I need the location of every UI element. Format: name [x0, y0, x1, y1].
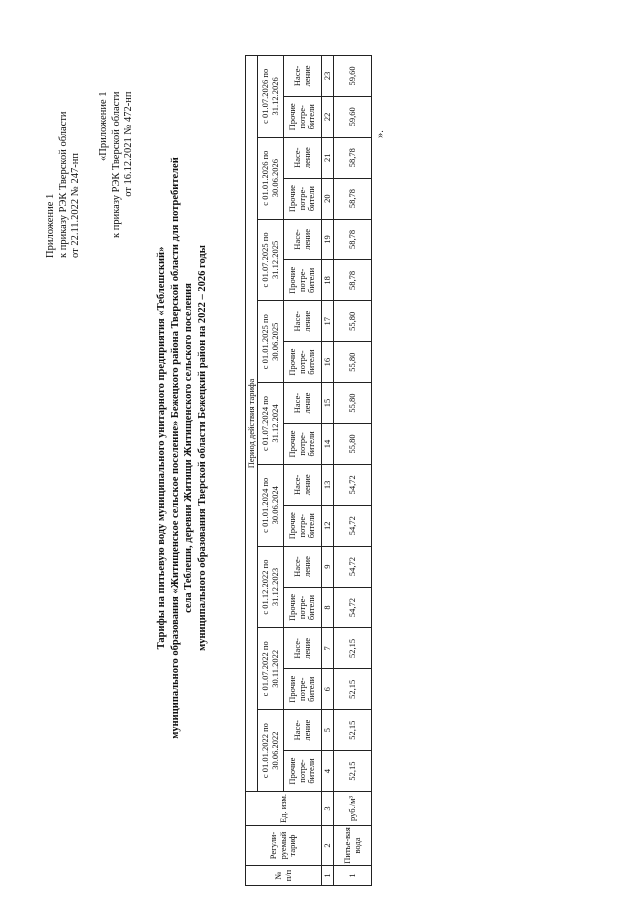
value-cell: 55,80: [334, 342, 372, 383]
table-row: [334, 55, 372, 885]
heading-line4: муниципального образования Тверской области Бежецкий район на 2022 – 2026 годы: [196, 245, 208, 651]
value-cell: 54,72: [334, 505, 372, 546]
appendix-original-line2: от 16.12.2021 № 472-нп: [123, 91, 134, 197]
col-no-header: № п/п: [246, 866, 322, 886]
heading-line2: муниципального образования «Житищенское сельское поселение» Бежецкого района Тверской области для потребителей: [169, 157, 181, 739]
subheader-population: Насе-ление: [284, 219, 322, 260]
value-cell: 52,15: [334, 628, 372, 669]
value-cell: 54,72: [334, 546, 372, 587]
appendix-current-line1: к приказу РЭК Тверской области: [57, 111, 69, 258]
value-cell: 59,60: [334, 96, 372, 137]
index-cell: 1: [322, 866, 334, 886]
period-cell: с 01.07.2025 по 31.12.2025: [258, 219, 284, 301]
subheader-population: Насе-ление: [284, 301, 322, 342]
index-cell: 8: [322, 587, 334, 628]
appendix-original-line1: к приказу РЭК Тверской области: [110, 91, 122, 238]
value-cell: 55,80: [334, 301, 372, 342]
index-cell: 20: [322, 178, 334, 219]
period-cell: с 01.12.2022 по 31.12.2023: [258, 546, 284, 628]
period-cell: с 01.07.2026 по 31.12.2026: [258, 55, 284, 137]
index-cell: 22: [322, 96, 334, 137]
appendix-original: [98, 91, 136, 238]
value-cell: 58,78: [334, 260, 372, 301]
value-cell: 58,78: [334, 137, 372, 178]
subheader-population: Насе-ление: [284, 546, 322, 587]
heading-line1: Тарифы на питьевую воду муниципального унитарного предприятия «Теблешский»: [156, 246, 167, 650]
row-unit: руб./м³: [334, 792, 372, 826]
subheader-population: Насе-ление: [284, 55, 322, 96]
subheader-other: Прочие потре-бители: [284, 423, 322, 464]
value-cell: 59,60: [334, 55, 372, 96]
index-cell: 21: [322, 137, 334, 178]
index-cell: 18: [322, 260, 334, 301]
value-cell: 52,15: [334, 669, 372, 710]
subheader-population: Насе-ление: [284, 710, 322, 751]
index-cell: 17: [322, 301, 334, 342]
subheader-row: [284, 55, 322, 885]
period-cell: с 01.01.2025 по 30.06.2025: [258, 301, 284, 383]
value-cell: 54,72: [334, 464, 372, 505]
subheader-population: Насе-ление: [284, 383, 322, 424]
index-row: [322, 55, 334, 885]
subheader-other: Прочие потре-бители: [284, 751, 322, 792]
index-cell: 4: [322, 751, 334, 792]
subheader-population: Насе-ление: [284, 628, 322, 669]
period-row: [258, 55, 284, 885]
col-unit-header: Ед. изм.: [246, 792, 322, 826]
index-cell: 14: [322, 423, 334, 464]
appendix-original-title: «Приложение 1: [98, 91, 109, 161]
subheader-other: Прочие потре-бители: [284, 96, 322, 137]
index-cell: 5: [322, 710, 334, 751]
subheader-population: Насе-ление: [284, 464, 322, 505]
index-cell: 3: [322, 792, 334, 826]
index-cell: 9: [322, 546, 334, 587]
index-cell: 6: [322, 669, 334, 710]
subheader-other: Прочие потре-бители: [284, 587, 322, 628]
period-cell: с 01.01.2022 по 30.06.2022: [258, 710, 284, 792]
value-cell: 54,72: [334, 587, 372, 628]
period-cell: с 01.07.2024 по 31.12.2024: [258, 383, 284, 465]
index-cell: 19: [322, 219, 334, 260]
value-cell: 58,78: [334, 219, 372, 260]
value-cell: 52,15: [334, 751, 372, 792]
index-cell: 13: [322, 464, 334, 505]
appendix-current-title: Приложение 1: [45, 193, 56, 258]
index-cell: 7: [322, 628, 334, 669]
value-cell: 52,15: [334, 710, 372, 751]
document-heading: [155, 68, 209, 828]
period-cell: с 01.01.2026 по 30.06.2026: [258, 137, 284, 219]
index-cell: 12: [322, 505, 334, 546]
col-tariff-header: Регули-руемый тариф: [246, 826, 322, 866]
index-cell: 23: [322, 55, 334, 96]
value-cell: 58,78: [334, 178, 372, 219]
row-tariff: Питье-вая вода: [334, 826, 372, 866]
subheader-other: Прочие потре-бители: [284, 669, 322, 710]
subheader-other: Прочие потре-бители: [284, 505, 322, 546]
value-cell: 55,80: [334, 423, 372, 464]
subheader-other: Прочие потре-бители: [284, 260, 322, 301]
row-no: 1: [334, 866, 372, 886]
value-cell: 55,80: [334, 383, 372, 424]
index-cell: 15: [322, 383, 334, 424]
period-cell: с 01.01.2024 по 30.06.2024: [258, 464, 284, 546]
period-cell: с 01.07.2022 по 30.11.2022: [258, 628, 284, 710]
closing-quote: ».: [375, 130, 386, 138]
heading-line3: села Теблеши, деревни Житищи Житищенского сельского поселения: [183, 283, 194, 613]
period-header: Период действия тарифа: [246, 55, 258, 791]
appendix-current-line2: от 22.11.2022 № 247-нп: [70, 153, 81, 258]
index-cell: 2: [322, 826, 334, 866]
subheader-other: Прочие потре-бители: [284, 342, 322, 383]
subheader-other: Прочие потре-бители: [284, 178, 322, 219]
index-cell: 16: [322, 342, 334, 383]
tariff-table: [245, 55, 372, 886]
subheader-population: Насе-ление: [284, 137, 322, 178]
appendix-current: [45, 111, 83, 258]
